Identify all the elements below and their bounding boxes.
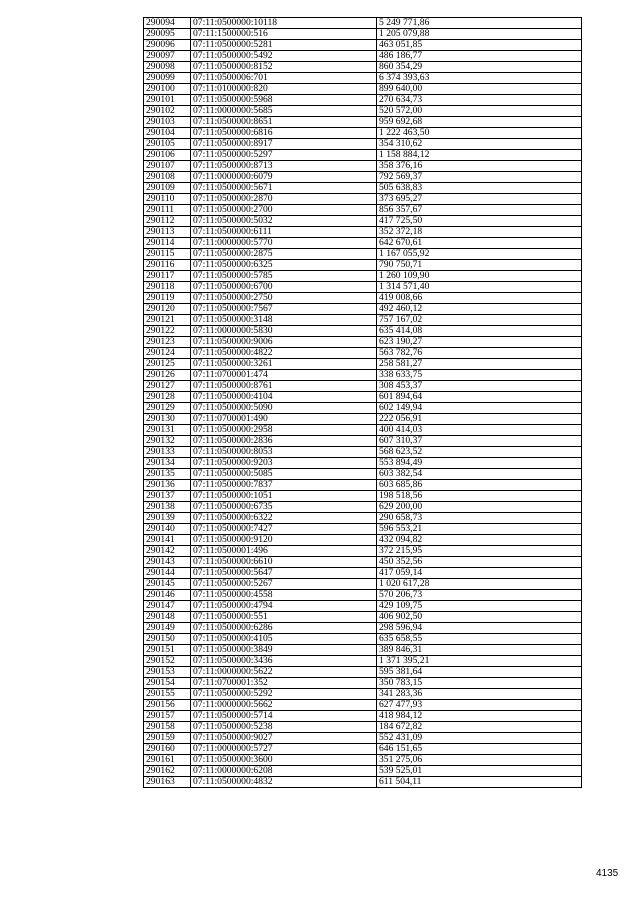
cadastral-number-cell: 07:11:0000000:5830	[191, 326, 377, 337]
cadastral-value-cell: 1 205 079,88	[377, 29, 582, 40]
cadastral-number-cell: 07:11:0500000:5292	[191, 689, 377, 700]
cadastral-number-cell: 07:11:0000000:5662	[191, 700, 377, 711]
table-row	[144, 106, 582, 117]
row-number-cell: 290097	[144, 51, 191, 62]
cadastral-number-cell: 07:11:0500000:5267	[191, 579, 377, 590]
cadastral-number-cell: 07:11:0500000:7567	[191, 304, 377, 315]
cadastral-value-cell: 856 357,67	[377, 205, 582, 216]
table-row	[144, 194, 582, 205]
table-row	[144, 249, 582, 260]
cadastral-number-cell: 07:11:0100000:820	[191, 84, 377, 95]
row-number-cell: 290110	[144, 194, 191, 205]
table-row	[144, 161, 582, 172]
cadastral-number-cell: 07:11:0500000:3436	[191, 656, 377, 667]
cadastral-value-cell: 646 151,65	[377, 744, 582, 755]
cadastral-number-cell: 07:11:0500000:5238	[191, 722, 377, 733]
cadastral-value-cell: 372 215,95	[377, 546, 582, 557]
table-row	[144, 337, 582, 348]
cadastral-number-cell: 07:11:0500000:9006	[191, 337, 377, 348]
table-row	[144, 722, 582, 733]
row-number-cell: 290095	[144, 29, 191, 40]
cadastral-value-cell: 354 310,62	[377, 139, 582, 150]
cadastral-number-cell: 07:11:0500000:2875	[191, 249, 377, 260]
table-row	[144, 502, 582, 513]
cadastral-number-cell: 07:11:0500000:5968	[191, 95, 377, 106]
row-number-cell: 290137	[144, 491, 191, 502]
cadastral-value-cell: 1 260 109,90	[377, 271, 582, 282]
row-number-cell: 290160	[144, 744, 191, 755]
table-row	[144, 392, 582, 403]
table-row	[144, 744, 582, 755]
cadastral-value-cell: 1 167 055,92	[377, 249, 582, 260]
cadastral-number-cell: 07:11:0500000:4822	[191, 348, 377, 359]
table-row	[144, 73, 582, 84]
table-row	[144, 359, 582, 370]
cadastral-value-table	[143, 17, 582, 788]
table-row	[144, 293, 582, 304]
row-number-cell: 290155	[144, 689, 191, 700]
cadastral-value-cell: 358 376,16	[377, 161, 582, 172]
table-row	[144, 40, 582, 51]
cadastral-number-cell: 07:11:0500000:9203	[191, 458, 377, 469]
cadastral-value-cell: 492 460,12	[377, 304, 582, 315]
cadastral-number-cell: 07:11:0500000:6322	[191, 513, 377, 524]
table-row	[144, 271, 582, 282]
row-number-cell: 290105	[144, 139, 191, 150]
row-number-cell: 290161	[144, 755, 191, 766]
cadastral-value-cell: 1 371 395,21	[377, 656, 582, 667]
page-number: 4135	[596, 868, 619, 879]
table-row	[144, 612, 582, 623]
cadastral-value-cell: 5 249 771,86	[377, 18, 582, 29]
cadastral-number-cell: 07:11:0500000:5647	[191, 568, 377, 579]
row-number-cell: 290108	[144, 172, 191, 183]
cadastral-value-cell: 222 056,91	[377, 414, 582, 425]
row-number-cell: 290152	[144, 656, 191, 667]
table-row	[144, 524, 582, 535]
table-row	[144, 601, 582, 612]
cadastral-value-cell: 505 638,83	[377, 183, 582, 194]
row-number-cell: 290125	[144, 359, 191, 370]
cadastral-value-cell: 350 783,15	[377, 678, 582, 689]
row-number-cell: 290115	[144, 249, 191, 260]
row-number-cell: 290149	[144, 623, 191, 634]
table-row	[144, 227, 582, 238]
cadastral-number-cell: 07:11:0500000:4832	[191, 777, 377, 788]
cadastral-value-cell: 450 352,56	[377, 557, 582, 568]
row-number-cell: 290143	[144, 557, 191, 568]
row-number-cell: 290146	[144, 590, 191, 601]
table-row	[144, 469, 582, 480]
cadastral-number-cell: 07:11:0500000:2836	[191, 436, 377, 447]
table-row	[144, 29, 582, 40]
table-row	[144, 348, 582, 359]
cadastral-value-cell: 1 222 463,50	[377, 128, 582, 139]
cadastral-value-cell: 629 200,00	[377, 502, 582, 513]
cadastral-value-cell: 198 518,56	[377, 491, 582, 502]
cadastral-number-cell: 07:11:0500000:3148	[191, 315, 377, 326]
table-row	[144, 139, 582, 150]
cadastral-number-cell: 07:11:0500000:2870	[191, 194, 377, 205]
table-row	[144, 117, 582, 128]
cadastral-number-cell: 07:11:0500000:9027	[191, 733, 377, 744]
table-row	[144, 95, 582, 106]
cadastral-value-cell: 373 695,27	[377, 194, 582, 205]
cadastral-value-cell: 635 658,55	[377, 634, 582, 645]
row-number-cell: 290104	[144, 128, 191, 139]
row-number-cell: 290131	[144, 425, 191, 436]
table-row	[144, 645, 582, 656]
cadastral-number-cell: 07:11:0500000:551	[191, 612, 377, 623]
row-number-cell: 290122	[144, 326, 191, 337]
table-row	[144, 370, 582, 381]
row-number-cell: 290145	[144, 579, 191, 590]
cadastral-number-cell: 07:11:0500000:6700	[191, 282, 377, 293]
row-number-cell: 290096	[144, 40, 191, 51]
cadastral-number-cell: 07:11:0000000:5685	[191, 106, 377, 117]
row-number-cell: 290113	[144, 227, 191, 238]
cadastral-value-cell: 570 206,73	[377, 590, 582, 601]
table-row	[144, 62, 582, 73]
table-row	[144, 150, 582, 161]
cadastral-value-cell: 419 008,66	[377, 293, 582, 304]
row-number-cell: 290151	[144, 645, 191, 656]
row-number-cell: 290126	[144, 370, 191, 381]
row-number-cell: 290128	[144, 392, 191, 403]
table-row	[144, 590, 582, 601]
cadastral-number-cell: 07:11:0500000:2700	[191, 205, 377, 216]
table-row	[144, 128, 582, 139]
cadastral-number-cell: 07:11:0500000:8152	[191, 62, 377, 73]
cadastral-number-cell: 07:11:0500000:6325	[191, 260, 377, 271]
cadastral-value-cell: 308 453,37	[377, 381, 582, 392]
row-number-cell: 290114	[144, 238, 191, 249]
cadastral-value-cell: 627 477,93	[377, 700, 582, 711]
cadastral-value-cell: 611 504,11	[377, 777, 582, 788]
row-number-cell: 290141	[144, 535, 191, 546]
table-row	[144, 436, 582, 447]
cadastral-number-cell: 07:11:0000000:5727	[191, 744, 377, 755]
row-number-cell: 290106	[144, 150, 191, 161]
row-number-cell: 290135	[144, 469, 191, 480]
cadastral-number-cell: 07:11:0000000:5622	[191, 667, 377, 678]
cadastral-value-cell: 298 596,94	[377, 623, 582, 634]
cadastral-value-cell: 520 572,00	[377, 106, 582, 117]
table-row	[144, 172, 582, 183]
cadastral-value-cell: 539 525,01	[377, 766, 582, 777]
cadastral-value-cell: 792 569,37	[377, 172, 582, 183]
cadastral-number-cell: 07:11:0500000:5032	[191, 216, 377, 227]
cadastral-number-cell: 07:11:0700001:352	[191, 678, 377, 689]
row-number-cell: 290098	[144, 62, 191, 73]
table-row	[144, 656, 582, 667]
row-number-cell: 290127	[144, 381, 191, 392]
cadastral-value-cell: 400 414,03	[377, 425, 582, 436]
row-number-cell: 290120	[144, 304, 191, 315]
row-number-cell: 290158	[144, 722, 191, 733]
cadastral-value-cell: 6 374 393,63	[377, 73, 582, 84]
cadastral-number-cell: 07:11:0000000:6208	[191, 766, 377, 777]
cadastral-value-cell: 642 670,61	[377, 238, 582, 249]
row-number-cell: 290139	[144, 513, 191, 524]
cadastral-number-cell: 07:11:0000000:5770	[191, 238, 377, 249]
table-row	[144, 568, 582, 579]
cadastral-value-cell: 1 020 617,28	[377, 579, 582, 590]
table-row	[144, 634, 582, 645]
row-number-cell: 290138	[144, 502, 191, 513]
cadastral-number-cell: 07:11:0500000:5714	[191, 711, 377, 722]
cadastral-value-cell: 184 672,82	[377, 722, 582, 733]
row-number-cell: 290133	[144, 447, 191, 458]
cadastral-value-cell: 553 894,49	[377, 458, 582, 469]
cadastral-number-cell: 07:11:0500000:6610	[191, 557, 377, 568]
cadastral-number-cell: 07:11:0500000:4794	[191, 601, 377, 612]
cadastral-number-cell: 07:11:0500000:4105	[191, 634, 377, 645]
table-row	[144, 535, 582, 546]
cadastral-value-cell: 351 275,06	[377, 755, 582, 766]
table-row	[144, 678, 582, 689]
table-row	[144, 18, 582, 29]
cadastral-value-cell: 623 190,27	[377, 337, 582, 348]
row-number-cell: 290136	[144, 480, 191, 491]
table-body	[144, 18, 582, 788]
cadastral-number-cell: 07:11:0500000:6286	[191, 623, 377, 634]
row-number-cell: 290140	[144, 524, 191, 535]
cadastral-number-cell: 07:11:0500000:7837	[191, 480, 377, 491]
row-number-cell: 290153	[144, 667, 191, 678]
table-row	[144, 326, 582, 337]
table-row	[144, 425, 582, 436]
cadastral-value-cell: 790 750,71	[377, 260, 582, 271]
cadastral-number-cell: 07:11:0500000:5492	[191, 51, 377, 62]
table-row	[144, 205, 582, 216]
cadastral-number-cell: 07:11:0500000:3600	[191, 755, 377, 766]
cadastral-value-cell: 270 634,73	[377, 95, 582, 106]
row-number-cell: 290148	[144, 612, 191, 623]
row-number-cell: 290147	[144, 601, 191, 612]
table-row	[144, 238, 582, 249]
cadastral-value-cell: 406 902,50	[377, 612, 582, 623]
cadastral-value-cell: 417 725,50	[377, 216, 582, 227]
table-row	[144, 667, 582, 678]
cadastral-number-cell: 07:11:0500000:8761	[191, 381, 377, 392]
cadastral-number-cell: 07:11:0700001:490	[191, 414, 377, 425]
cadastral-number-cell: 07:11:0500000:1051	[191, 491, 377, 502]
cadastral-number-cell: 07:11:0500000:8651	[191, 117, 377, 128]
row-number-cell: 290102	[144, 106, 191, 117]
row-number-cell: 290123	[144, 337, 191, 348]
row-number-cell: 290099	[144, 73, 191, 84]
table-row	[144, 733, 582, 744]
cadastral-number-cell: 07:11:0500000:5671	[191, 183, 377, 194]
cadastral-number-cell: 07:11:0500000:5085	[191, 469, 377, 480]
table-row	[144, 381, 582, 392]
table-row	[144, 700, 582, 711]
cadastral-number-cell: 07:11:0500000:5297	[191, 150, 377, 161]
row-number-cell: 290094	[144, 18, 191, 29]
row-number-cell: 290130	[144, 414, 191, 425]
cadastral-value-cell: 596 553,21	[377, 524, 582, 535]
table-row	[144, 546, 582, 557]
table-row	[144, 623, 582, 634]
row-number-cell: 290162	[144, 766, 191, 777]
cadastral-number-cell: 07:11:0000000:6079	[191, 172, 377, 183]
table-row	[144, 403, 582, 414]
table-row	[144, 766, 582, 777]
table-row	[144, 282, 582, 293]
cadastral-value-cell: 607 310,37	[377, 436, 582, 447]
table-row	[144, 458, 582, 469]
table-row	[144, 480, 582, 491]
cadastral-value-cell: 899 640,00	[377, 84, 582, 95]
cadastral-value-cell: 603 382,54	[377, 469, 582, 480]
row-number-cell: 290119	[144, 293, 191, 304]
row-number-cell: 290129	[144, 403, 191, 414]
cadastral-number-cell: 07:11:0500000:9120	[191, 535, 377, 546]
cadastral-number-cell: 07:11:0500000:6111	[191, 227, 377, 238]
cadastral-value-cell: 757 167,02	[377, 315, 582, 326]
cadastral-value-cell: 389 846,31	[377, 645, 582, 656]
cadastral-number-cell: 07:11:0500000:5281	[191, 40, 377, 51]
table-row	[144, 755, 582, 766]
table-row	[144, 491, 582, 502]
row-number-cell: 290132	[144, 436, 191, 447]
row-number-cell: 290109	[144, 183, 191, 194]
row-number-cell: 290150	[144, 634, 191, 645]
cadastral-number-cell: 07:11:0500000:5785	[191, 271, 377, 282]
cadastral-number-cell: 07:11:0500000:2958	[191, 425, 377, 436]
cadastral-value-cell: 341 283,36	[377, 689, 582, 700]
cadastral-number-cell: 07:11:0500000:10118	[191, 18, 377, 29]
row-number-cell: 290100	[144, 84, 191, 95]
cadastral-value-cell: 860 354,29	[377, 62, 582, 73]
row-number-cell: 290124	[144, 348, 191, 359]
cadastral-value-cell: 1 158 884,12	[377, 150, 582, 161]
cadastral-value-cell: 432 094,82	[377, 535, 582, 546]
cadastral-value-cell: 595 381,64	[377, 667, 582, 678]
cadastral-number-cell: 07:11:0700001:474	[191, 370, 377, 381]
cadastral-value-cell: 352 372,18	[377, 227, 582, 238]
cadastral-value-cell: 959 692,68	[377, 117, 582, 128]
cadastral-number-cell: 07:11:0500000:3849	[191, 645, 377, 656]
table-row	[144, 513, 582, 524]
cadastral-number-cell: 07:11:1500000:516	[191, 29, 377, 40]
row-number-cell: 290159	[144, 733, 191, 744]
table-row	[144, 84, 582, 95]
row-number-cell: 290101	[144, 95, 191, 106]
table-row	[144, 689, 582, 700]
cadastral-value-cell: 417 059,14	[377, 568, 582, 579]
row-number-cell: 290144	[144, 568, 191, 579]
cadastral-number-cell: 07:11:0500000:8917	[191, 139, 377, 150]
cadastral-number-cell: 07:11:0500000:8713	[191, 161, 377, 172]
cadastral-value-cell: 602 149,94	[377, 403, 582, 414]
cadastral-number-cell: 07:11:0500006:701	[191, 73, 377, 84]
row-number-cell: 290134	[144, 458, 191, 469]
table-row	[144, 304, 582, 315]
row-number-cell: 290156	[144, 700, 191, 711]
table-row	[144, 711, 582, 722]
cadastral-number-cell: 07:11:0500000:3261	[191, 359, 377, 370]
row-number-cell: 290117	[144, 271, 191, 282]
row-number-cell: 290154	[144, 678, 191, 689]
row-number-cell: 290116	[144, 260, 191, 271]
table-row	[144, 51, 582, 62]
row-number-cell: 290103	[144, 117, 191, 128]
cadastral-number-cell: 07:11:0500000:5090	[191, 403, 377, 414]
row-number-cell: 290112	[144, 216, 191, 227]
row-number-cell: 290121	[144, 315, 191, 326]
row-number-cell: 290142	[144, 546, 191, 557]
cadastral-number-cell: 07:11:0500000:6735	[191, 502, 377, 513]
cadastral-number-cell: 07:11:0500000:4104	[191, 392, 377, 403]
cadastral-value-cell: 552 431,09	[377, 733, 582, 744]
cadastral-value-cell: 338 633,75	[377, 370, 582, 381]
cadastral-value-cell: 568 623,52	[377, 447, 582, 458]
cadastral-value-cell: 601 894,64	[377, 392, 582, 403]
cadastral-number-cell: 07:11:0500000:2750	[191, 293, 377, 304]
cadastral-value-cell: 429 109,75	[377, 601, 582, 612]
cadastral-number-cell: 07:11:0500000:8053	[191, 447, 377, 458]
cadastral-number-cell: 07:11:0500001:496	[191, 546, 377, 557]
cadastral-value-cell: 486 186,77	[377, 51, 582, 62]
cadastral-value-cell: 418 984,12	[377, 711, 582, 722]
cadastral-value-cell: 258 581,27	[377, 359, 582, 370]
row-number-cell: 290111	[144, 205, 191, 216]
table-row	[144, 414, 582, 425]
row-number-cell: 290107	[144, 161, 191, 172]
cadastral-value-cell: 463 051,85	[377, 40, 582, 51]
table-row	[144, 447, 582, 458]
table-row	[144, 315, 582, 326]
cadastral-number-cell: 07:11:0500000:7427	[191, 524, 377, 535]
table-row	[144, 216, 582, 227]
table-row	[144, 777, 582, 788]
cadastral-number-cell: 07:11:0500000:6816	[191, 128, 377, 139]
cadastral-value-cell: 290 658,73	[377, 513, 582, 524]
row-number-cell: 290118	[144, 282, 191, 293]
cadastral-value-cell: 635 414,08	[377, 326, 582, 337]
table-row	[144, 183, 582, 194]
row-number-cell: 290163	[144, 777, 191, 788]
cadastral-value-cell: 603 685,86	[377, 480, 582, 491]
row-number-cell: 290157	[144, 711, 191, 722]
table-row	[144, 557, 582, 568]
table-row	[144, 260, 582, 271]
cadastral-value-cell: 1 314 571,40	[377, 282, 582, 293]
cadastral-value-cell: 563 782,76	[377, 348, 582, 359]
table-row	[144, 579, 582, 590]
cadastral-number-cell: 07:11:0500000:4558	[191, 590, 377, 601]
